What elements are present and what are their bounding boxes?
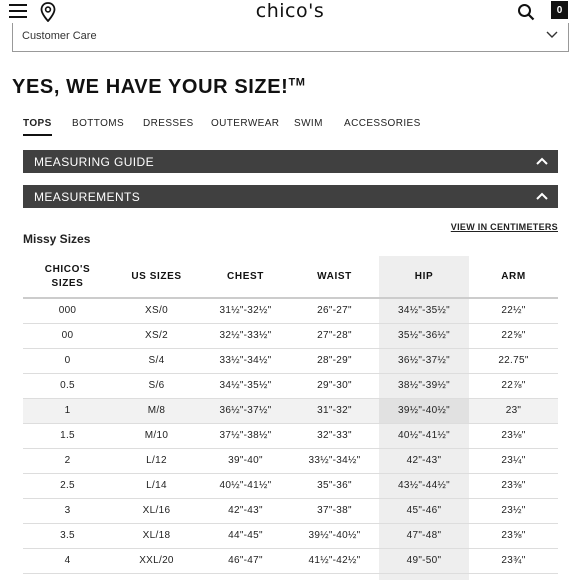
col-header-waist: WAIST (290, 256, 379, 298)
measurements-section[interactable] (23, 185, 558, 208)
cell-us: S/4 (112, 348, 201, 373)
cell-arm: 22½" (469, 298, 558, 323)
cell-waist: 27"-28" (290, 323, 379, 348)
col-header-arm: ARM (469, 256, 558, 298)
cell-chicos: 3.5 (23, 523, 112, 548)
cell-chest: 34½"-35½" (201, 373, 290, 398)
table-row (23, 323, 558, 348)
cell-hip: 35½"-36½" (379, 323, 469, 348)
cell-chicos: 3 (23, 498, 112, 523)
cell-arm: 22⅞" (469, 373, 558, 398)
brand-logo[interactable]: chico's (255, 0, 325, 22)
table-row (23, 523, 558, 548)
measurements-label: MEASUREMENTS (34, 190, 141, 204)
cell-chicos: 00 (23, 323, 112, 348)
col-header-chicos-sizes: CHICO'S SIZES (23, 256, 112, 298)
cell-chest: 32½"-33½" (201, 323, 290, 348)
cell-hip: 49"-50" (379, 548, 469, 573)
cell-waist: 39½"-40½" (290, 523, 379, 548)
col-header-chest: CHEST (201, 256, 290, 298)
table-row (23, 423, 558, 448)
cell-us: M/10 (112, 423, 201, 448)
cell-waist: 31"-32" (290, 398, 379, 423)
table-row (23, 548, 558, 573)
table-header-row (23, 256, 558, 298)
search-icon[interactable] (517, 3, 535, 21)
cell-us: S/6 (112, 373, 201, 398)
tab-tops[interactable]: TOPS (23, 118, 52, 129)
customer-care-label: Customer Care (22, 30, 97, 42)
tab-bottoms[interactable]: BOTTOMS (72, 118, 125, 129)
table-row (23, 298, 558, 323)
shopping-bag-icon[interactable] (551, 1, 568, 19)
cell-chest: 37½"-38½" (201, 423, 290, 448)
cell-chest: 42"-43" (201, 498, 290, 523)
size-table-title: Missy Sizes (23, 232, 91, 246)
cell-hip: 34½"-35½" (379, 298, 469, 323)
cell-hip: 45"-46" (379, 498, 469, 523)
tab-outerwear[interactable]: OUTERWEAR (211, 118, 280, 129)
cell-chest: 33½"-34½" (201, 348, 290, 373)
tab-dresses[interactable]: DRESSES (143, 118, 194, 129)
measuring-guide-label: MEASURING GUIDE (34, 155, 155, 169)
cell-hip: 40½"-41½" (379, 423, 469, 448)
cell-us: L/14 (112, 473, 201, 498)
cell-arm: 22⅝" (469, 323, 558, 348)
table-row (23, 348, 558, 373)
table-row (23, 373, 558, 398)
cell-waist: 32"-33" (290, 423, 379, 448)
cell-chicos: 0 (23, 348, 112, 373)
cell-us: XS/0 (112, 298, 201, 323)
cell-chicos: 1.5 (23, 423, 112, 448)
cell-chicos: 4 (23, 548, 112, 573)
trademark: TM (288, 76, 306, 89)
size-chart (23, 256, 558, 574)
cell-chest: 31½"-32½" (201, 298, 290, 323)
cell-us: M/8 (112, 398, 201, 423)
cell-hip: 42"-43" (379, 448, 469, 473)
cell-waist: 35"-36" (290, 473, 379, 498)
cell-arm: 23½" (469, 498, 558, 523)
cell-us: XL/16 (112, 498, 201, 523)
cell-waist: 29"-30" (290, 373, 379, 398)
cell-chest: 40½"-41½" (201, 473, 290, 498)
cell-hip: 39½"-40½" (379, 398, 469, 423)
chevron-up-icon (536, 192, 548, 200)
chevron-up-icon (536, 157, 548, 165)
cell-chest: 46"-47" (201, 548, 290, 573)
tab-accessories[interactable]: ACCESSORIES (344, 118, 421, 129)
tab-swim[interactable]: SWIM (294, 118, 323, 129)
cell-hip: 36½"-37½" (379, 348, 469, 373)
cell-chicos: 2.5 (23, 473, 112, 498)
cell-waist: 26"-27" (290, 298, 379, 323)
cell-us: L/12 (112, 448, 201, 473)
bag-count: 0 (556, 5, 563, 16)
cell-chicos: 000 (23, 298, 112, 323)
view-in-centimeters-link[interactable]: VIEW IN CENTIMETERS (450, 222, 558, 232)
cell-hip: 38½"-39½" (379, 373, 469, 398)
cell-arm: 23⅜" (469, 473, 558, 498)
page-title: YES, WE HAVE YOUR SIZE!™ (12, 76, 306, 98)
cell-us: XS/2 (112, 323, 201, 348)
cell-chicos: 2 (23, 448, 112, 473)
cell-chest: 36½"-37½" (201, 398, 290, 423)
table-row (23, 398, 558, 423)
cell-chest: 39"-40" (201, 448, 290, 473)
col-header-hip: HIP (379, 256, 469, 298)
cell-waist: 33½"-34½" (290, 448, 379, 473)
table-row (23, 448, 558, 473)
cell-arm: 23⅛" (469, 423, 558, 448)
cell-chicos: 0.5 (23, 373, 112, 398)
cell-hip: 43½"-44½" (379, 473, 469, 498)
cell-arm: 23⅝" (469, 523, 558, 548)
cell-hip: 47"-48" (379, 523, 469, 548)
cell-waist: 41½"-42½" (290, 548, 379, 573)
cell-chicos: 1 (23, 398, 112, 423)
cell-arm: 23¼" (469, 448, 558, 473)
cell-arm: 23" (469, 398, 558, 423)
table-row (23, 498, 558, 523)
chevron-down-icon (546, 31, 558, 39)
cell-waist: 28"-29" (290, 348, 379, 373)
customer-care-dropdown[interactable] (12, 23, 569, 52)
cell-us: XXL/20 (112, 548, 201, 573)
col-header-us-sizes: US SIZES (112, 256, 201, 298)
measuring-guide-section[interactable] (23, 150, 558, 173)
cell-arm: 22.75" (469, 348, 558, 373)
cell-chest: 44"-45" (201, 523, 290, 548)
cell-waist: 37"-38" (290, 498, 379, 523)
size-table (23, 256, 558, 574)
table-row (23, 473, 558, 498)
cell-arm: 23¾" (469, 548, 558, 573)
cell-us: XL/18 (112, 523, 201, 548)
